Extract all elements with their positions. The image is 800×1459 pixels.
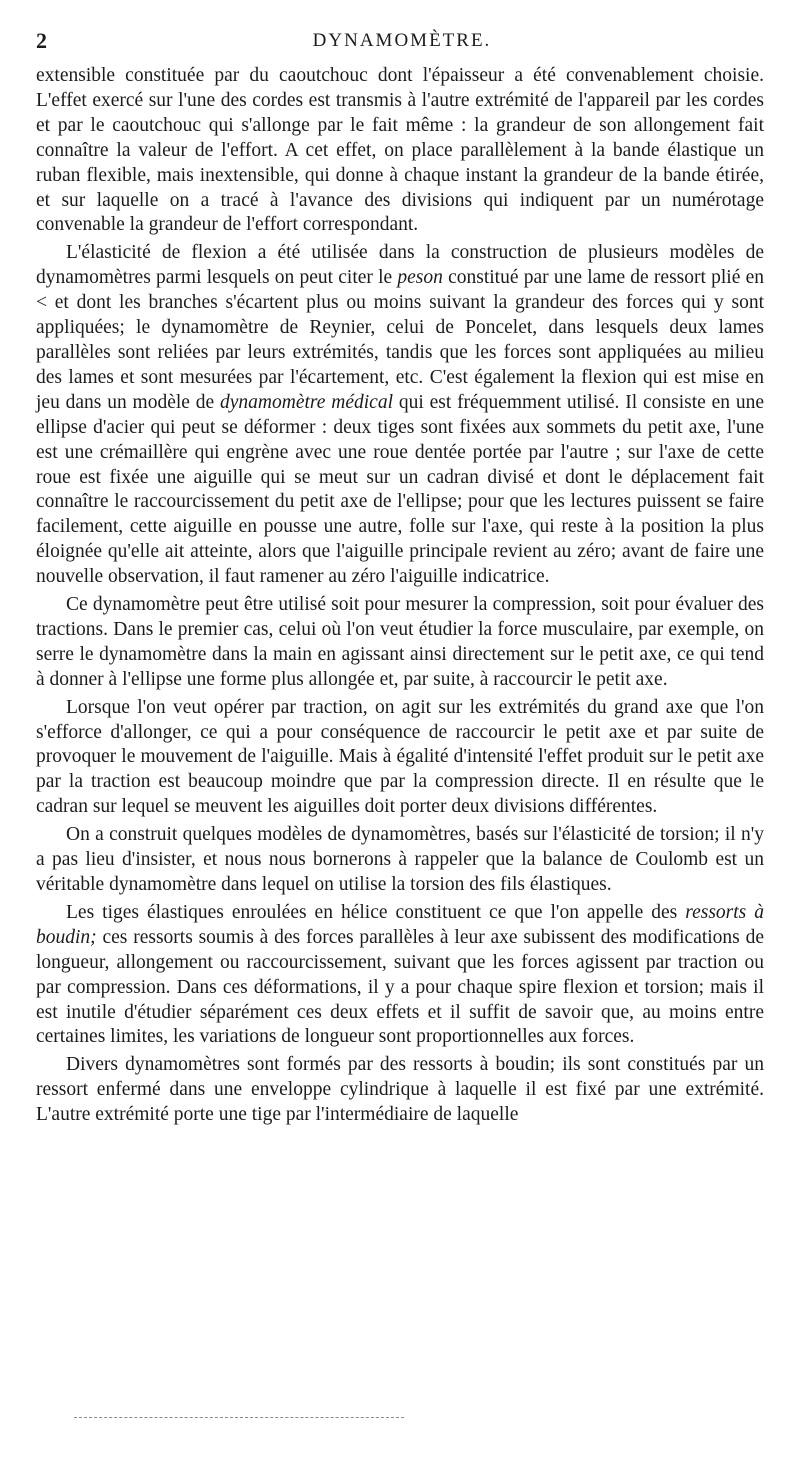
page-header (36, 28, 768, 58)
text-run: Divers dynamomètres sont formés par des ressorts à boudin; ils sont constitués par un ressort enfermé dans une enveloppe cylindrique à laquelle il est fixé par une extrémité. L'autre extrémité porte une tige par l'intermédiaire de laquelle (36, 1054, 764, 1126)
paragraph (36, 696, 764, 821)
text-run: qui est fréquemment utilisé. Il consiste en une ellipse d'acier qui peut se déformer : deux tiges sont fixées aux sommets du petit axe, l'une est une crémaillère qui engrène avec une roue dentée portée par l'autre ; sur l'axe de cette roue est fixée une aiguille qui se meut sur un cadran divisé et dont le déplacement fait connaître le raccourcissement du petit axe de l'ellipse; pour que les lectures puissent se faire facilement, cette aiguille en pousse une autre, folle sur l'axe, qui reste à la position la plus éloignée qu'elle ait atteinte, alors que l'aiguille principale revient au zéro; avant de faire une nouvelle observation, il faut ramener au zéro l'aiguille indicatrice. (36, 391, 765, 588)
body-text (36, 64, 764, 1128)
paragraph (36, 241, 764, 590)
text-run: L'élasticité de flexion a été utilisée dans la construction de plusieurs modèles de dynamomètres parmi lesquels on peut citer le (36, 242, 764, 289)
paragraph (36, 64, 764, 238)
italic-term: ressorts à boudin; (36, 901, 765, 948)
running-title: DYNAMOMÈTRE. (312, 30, 492, 51)
italic-term: peson (397, 267, 443, 289)
italic-term: dynamomètre médical (220, 391, 393, 413)
paragraph (36, 901, 764, 1050)
text-run: constitué par une lame de ressort plié en < et dont les branches s'écartent plus ou moins suivant la grandeur des forces qui y sont appliquées; le dynamomètre de Reynier, celui de Poncelet, dans lesquels deux lames parallèles sont reliées par leurs extrémités, tandis que les forces sont appliquées au milieu des lames et sont mesurées par l'écartement, etc. C'est également la flexion qui est mise en jeu dans un modèle de (36, 267, 764, 413)
text-run: Les tiges élastiques enroulées en hélice constituent ce que l'on appelle des (66, 901, 686, 923)
text-run: ces ressorts soumis à des forces parallèles à leur axe subissent des modifications de longueur, allongement ou raccourcissement, suivant que les forces agissent par traction ou par compression. Dans ces déformations, il y a pour chaque spire flexion et torsion; mais il est inutile d'étudier séparément ces deux effets et il suffit de savoir que, au moins entre certaines limites, les variations de longueur sont proportionnelles aux forces. (36, 926, 764, 1048)
text-run: Ce dynamomètre peut être utilisé soit pour mesurer la compression, soit pour évaluer des tractions. Dans le premier cas, celui où l'on veut étudier la force musculaire, par exemple, on serre le dynamomètre dans la main en agissant ainsi directement sur le petit axe, ce qui tend à donner à l'ellipse une forme plus allongée et, par suite, à raccourcir le petit axe. (36, 594, 764, 690)
paragraph (36, 823, 764, 898)
text-run: On a construit quelques modèles de dynamomètres, basés sur l'élasticité de torsion; il n'y a pas lieu d'insister, et nous nous bornerons à rappeler que la balance de Coulomb est un véritable dynamomètre dans lequel on utilise la torsion des fils élastiques. (36, 824, 764, 895)
text-run: Lorsque l'on veut opérer par traction, on agit sur les extrémités du grand axe que l'on s'efforce d'allonger, ce qui a pour conséquence de raccourcir le petit axe et par suite de provoquer le mouvement de l'aiguille. Mais à égalité d'intensité l'effet produit sur le petit axe par la traction est beaucoup moindre que par la compression directe. Il en résulte que le cadran sur lequel se meuvent les aiguilles doit porter deux divisions différentes. (36, 696, 764, 818)
page-number: 2 (36, 28, 47, 53)
paragraph (36, 593, 764, 693)
text-run: extensible constituée par du caoutchouc dont l'épaisseur a été convenablement choisie. L'effet exercé sur l'une des cordes est transmis à l'autre extrémité de l'appareil par les cordes et par le caoutchouc qui s'allonge par le fait même : la grandeur de son allongement fait connaître la valeur de l'effort. A cet effet, on place parallèlement à la bande élastique un ruban flexible, mais inextensible, qui donne à chaque instant la grandeur de la bande étirée, et sur laquelle on a tracé à l'avance des divisions qui indiquent par un numérotage convenable la grandeur de l'effort correspondant. (36, 65, 764, 236)
paragraph (36, 1053, 764, 1128)
footer-rule (74, 1417, 404, 1418)
